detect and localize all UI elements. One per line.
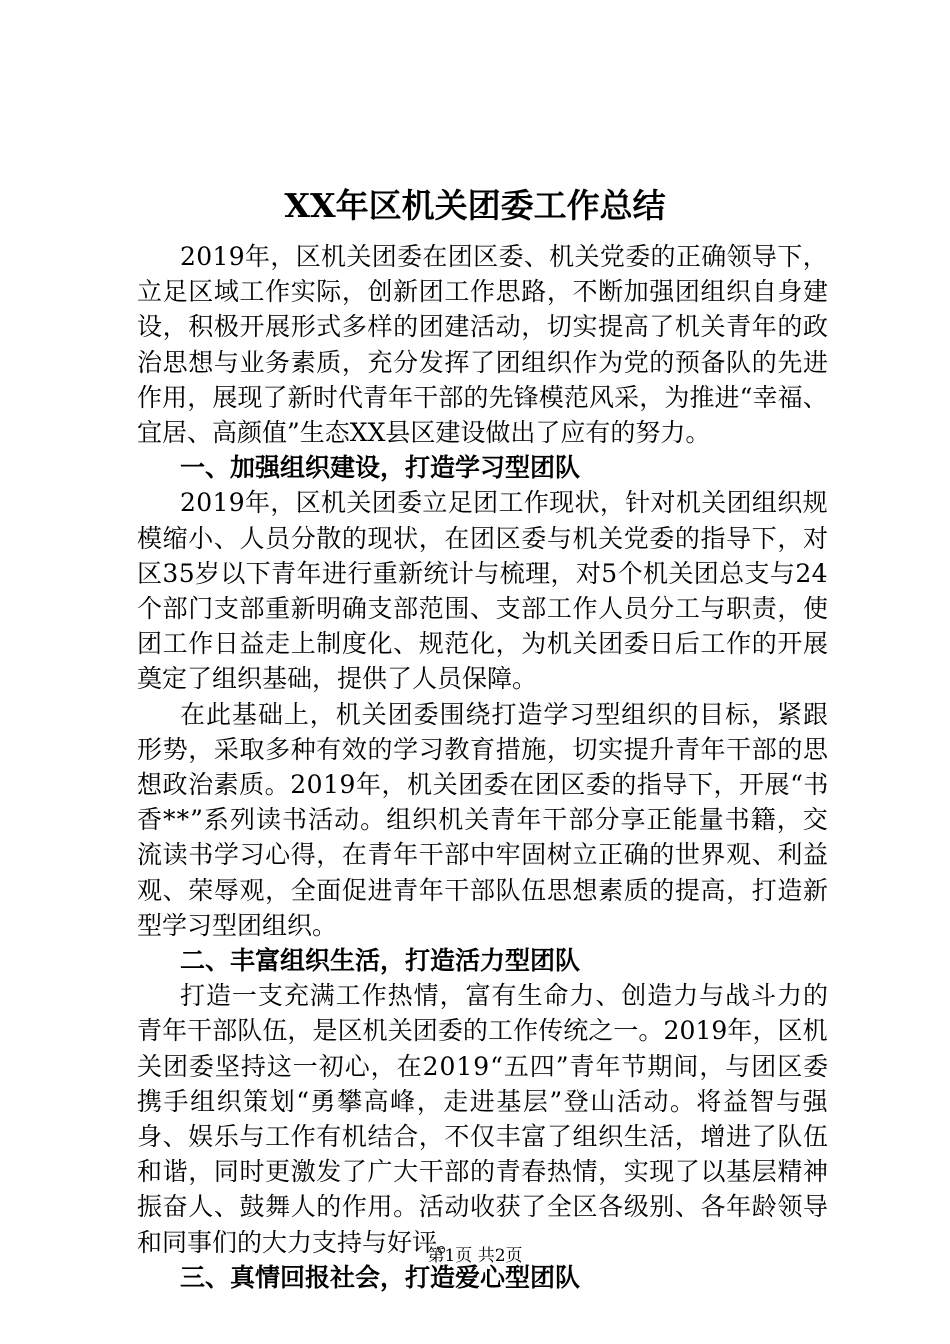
paragraph-line: 2019年，区机关团委在团区委、机关党委的正确领导下，	[180, 242, 828, 271]
paragraph-line: 和谐，同时更激发了广大干部的青春热情，实现了以基层精神	[137, 1157, 829, 1186]
paragraph-line: 观、荣辱观，全面促进青年干部队伍思想素质的提高，打造新	[137, 876, 829, 905]
paragraph-line: 振奋人、鼓舞人的作用。活动收获了全区各级别、各年龄领导	[137, 1192, 829, 1221]
paragraph-line: 2019年，区机关团委立足团工作现状，针对机关团组织规	[180, 488, 828, 517]
paragraph-line: 治思想与业务素质，充分发挥了团组织作为党的预备队的先进	[137, 348, 829, 377]
paragraph-line: 模缩小、人员分散的现状，在团区委与机关党委的指导下，对	[137, 524, 829, 553]
paragraph-line: 设，积极开展形式多样的团建活动，切实提高了机关青年的政	[137, 312, 829, 341]
section-heading: 三、真情回报社会，打造爱心型团队	[180, 1263, 581, 1292]
paragraph-line: 团工作日益走上制度化、规范化，为机关团委日后工作的开展	[137, 629, 829, 658]
paragraph-line: 奠定了组织基础，提供了人员保障。	[137, 664, 538, 693]
section-heading: 一、加强组织建设，打造学习型团队	[180, 453, 581, 482]
paragraph-line: 青年干部队伍，是区机关团委的工作传统之一。2019年，区机	[137, 1016, 828, 1045]
paragraph-line: 型学习型团组织。	[137, 911, 338, 940]
paragraph-line: 携手组织策划“勇攀高峰，走进基层”登山活动。将益智与强	[137, 1087, 830, 1116]
paragraph-line: 个部门支部重新明确支部范围、支部工作人员分工与职责，使	[137, 594, 829, 623]
paragraph-line: 宜居、高颜值”生态XX县区建设做出了应有的努力。	[137, 418, 711, 447]
paragraph-line: 形势，采取多种有效的学习教育措施，切实提升青年干部的思	[137, 735, 829, 764]
paragraph-line: 和同事们的大力支持与好评。	[137, 1228, 463, 1257]
page-footer: 第1页 共2页	[427, 1246, 523, 1266]
paragraph-line: 身、娱乐与工作有机结合，不仅丰富了组织生活，增进了队伍	[137, 1122, 829, 1151]
paragraph-line: 香**”系列读书活动。组织机关青年干部分享正能量书籍，交	[137, 805, 829, 834]
paragraph-line: 区35岁以下青年进行重新统计与梳理，对5个机关团总支与24	[137, 559, 828, 588]
paragraph-line: 打造一支充满工作热情，富有生命力、创造力与战斗力的	[180, 981, 829, 1010]
paragraph-line: 流读书学习心得，在青年干部中牢固树立正确的世界观、利益	[137, 840, 829, 869]
paragraph-line: 立足区域工作实际，创新团工作思路，不断加强团组织自身建	[137, 277, 829, 306]
section-heading: 二、丰富组织生活，打造活力型团队	[180, 946, 581, 975]
document-title: XX年区机关团委工作总结	[284, 186, 666, 225]
paragraph-line: 作用，展现了新时代青年干部的先锋模范风采，为推进“幸福、	[137, 383, 828, 412]
paragraph-line: 想政治素质。2019年，机关团委在团区委的指导下，开展“书	[137, 770, 829, 799]
paragraph-line: 关团委坚持这一初心，在2019“五四”青年节期间，与团区委	[137, 1052, 830, 1081]
paragraph-line: 在此基础上，机关团委围绕打造学习型组织的目标，紧跟	[180, 700, 829, 729]
